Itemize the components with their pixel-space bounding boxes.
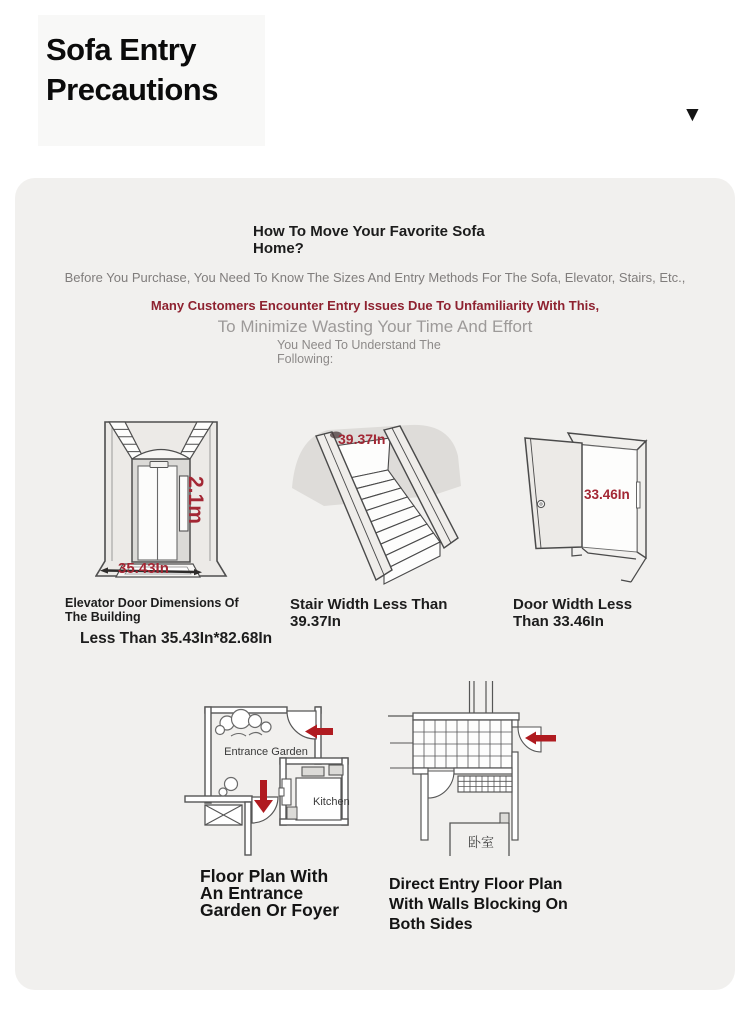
intro-heading: How To Move Your Favorite Sofa Home?: [253, 223, 485, 257]
kitchen-room-label: Kitchen: [313, 796, 350, 808]
door-leaf: [525, 438, 582, 549]
door-diagram: [510, 420, 660, 585]
floorplan-entrance-garden: [183, 683, 378, 863]
intro-line4: You Need To Understand The Following:: [277, 338, 441, 366]
door-width-label: 33.46In: [584, 487, 630, 502]
floorplan2-caption: Direct Entry Floor Plan With Walls Blocking On Both Sides: [389, 876, 568, 933]
stairs-caption: Stair Width Less Than 39.37In: [290, 596, 448, 630]
intro-line2-warning: Many Customers Encounter Entry Issues Due To Unfamiliarity With This,: [150, 298, 600, 313]
floorplan1-caption: Floor Plan With An Entrance Garden Or Foyer: [200, 866, 340, 920]
floorplan-direct-entry: [388, 680, 583, 860]
garden-room-label: Entrance Garden: [224, 746, 308, 758]
elevator-height-label: 2.1m: [184, 476, 207, 524]
elevator-width-label: 35.43In: [118, 560, 169, 577]
elevator-caption: Elevator Door Dimensions Of The Building: [65, 596, 239, 624]
collapse-triangle-icon[interactable]: ▼: [682, 103, 703, 126]
intro-line3: To Minimize Wasting Your Time And Effort: [217, 317, 533, 336]
page-title: Sofa Entry Precautions: [46, 32, 218, 107]
door-caption: Door Width Less Than 33.46In: [513, 596, 633, 630]
precautions-card: [15, 178, 735, 990]
bedroom-room-label: 卧室: [467, 835, 495, 850]
inner-door-arc: [428, 771, 454, 798]
elevator-lamp: [150, 462, 168, 468]
shoe-cabinet-hatched: [458, 776, 512, 792]
intro-line1: Before You Purchase, You Need To Know The Sizes And Entry Methods For The Sofa, Elevator, Stairs, Etc.,: [64, 270, 686, 285]
door-knob: [537, 500, 544, 507]
stairs-diagram: [288, 422, 473, 592]
elevator-diagram: [95, 414, 255, 579]
stairs-width-label: 39.37In: [338, 431, 386, 447]
elevator-limit: Less Than 35.43In*82.68In: [80, 630, 273, 647]
